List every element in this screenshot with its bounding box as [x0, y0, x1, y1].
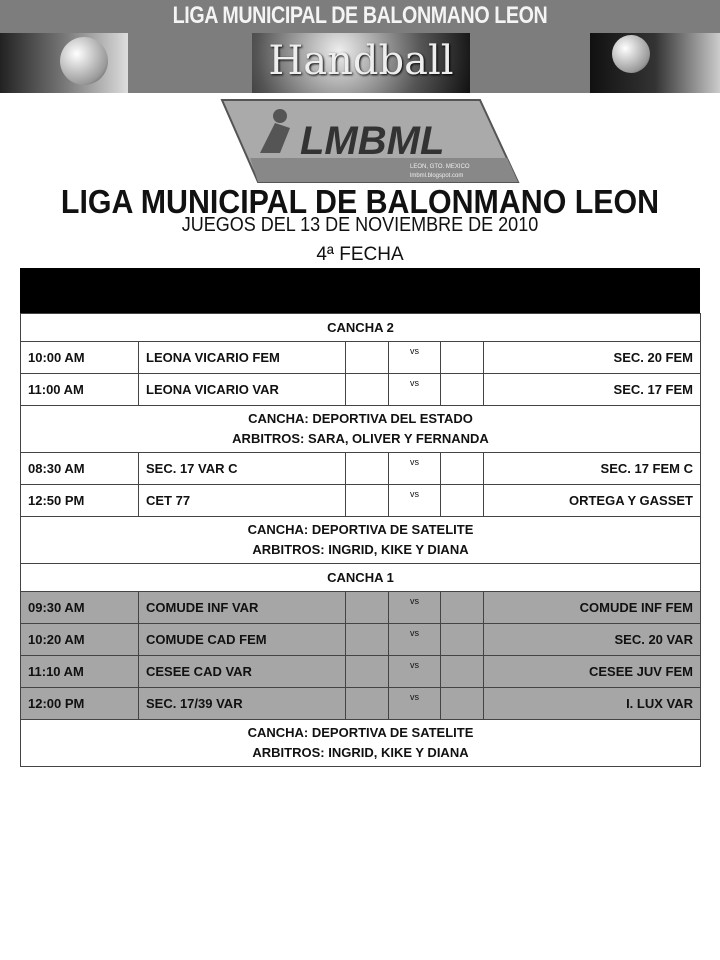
court-heading-row [21, 564, 701, 592]
goalkeeper-photo [0, 33, 128, 93]
page-title: LIGA MUNICIPAL DE BALONMANO LEON [60, 183, 660, 220]
match-time: 12:50 PM [21, 485, 139, 517]
vs-label: vs [389, 688, 441, 720]
home-team: COMUDE INF VAR [139, 592, 346, 624]
match-time: 11:10 AM [21, 656, 139, 688]
match-time: 11:00 AM [21, 374, 139, 406]
referees-text: ARBITROS: INGRID, KIKE Y DIANA [252, 542, 469, 557]
home-team: COMUDE CAD FEM [139, 624, 346, 656]
svg-text:lmbml.blogspot.com: lmbml.blogspot.com [410, 173, 464, 179]
vs-label: vs [389, 592, 441, 624]
court-heading: CANCHA 2 [21, 314, 701, 342]
referees-text: ARBITROS: SARA, OLIVER Y FERNANDA [232, 431, 489, 446]
vs-label: vs [389, 656, 441, 688]
home-team: LEONA VICARIO VAR [139, 374, 346, 406]
home-team: CESEE CAD VAR [139, 656, 346, 688]
match-row [21, 656, 701, 688]
home-score [346, 688, 389, 720]
away-score [441, 342, 484, 374]
away-score [441, 374, 484, 406]
away-team: SEC. 17 FEM [484, 374, 701, 406]
match-row [21, 342, 701, 374]
away-team: ORTEGA Y GASSET [484, 485, 701, 517]
vs-label: vs [389, 485, 441, 517]
away-score [441, 453, 484, 485]
away-score [441, 592, 484, 624]
player-photo [590, 33, 720, 93]
table-header-bar [20, 268, 700, 313]
match-row [21, 592, 701, 624]
away-team: SEC. 20 VAR [484, 624, 701, 656]
away-team: SEC. 17 FEM C [484, 453, 701, 485]
svg-text:LEON, GTO. MEXICO: LEON, GTO. MEXICO [410, 164, 470, 170]
away-score [441, 624, 484, 656]
home-score [346, 374, 389, 406]
referees-text: ARBITROS: INGRID, KIKE Y DIANA [252, 745, 469, 760]
away-team: I. LUX VAR [484, 688, 701, 720]
vs-label: vs [389, 453, 441, 485]
round-label: 4ª FECHA [316, 244, 404, 265]
home-team: CET 77 [139, 485, 346, 517]
venue-text: CANCHA: DEPORTIVA DE SATELITE [247, 522, 474, 537]
match-row [21, 485, 701, 517]
schedule-table [20, 313, 701, 767]
away-team: SEC. 20 FEM [484, 342, 701, 374]
court-heading: CANCHA 1 [21, 564, 701, 592]
match-row [21, 624, 701, 656]
match-time: 12:00 PM [21, 688, 139, 720]
home-team: LEONA VICARIO FEM [139, 342, 346, 374]
court-heading-row [21, 314, 701, 342]
lmbml-logo [220, 98, 520, 184]
vs-label: vs [389, 374, 441, 406]
away-score [441, 485, 484, 517]
match-row [21, 453, 701, 485]
home-score [346, 656, 389, 688]
away-team: CESEE JUV FEM [484, 656, 701, 688]
venue-row [21, 406, 701, 453]
venue-text: CANCHA: DEPORTIVA DEL ESTADO [248, 411, 473, 426]
home-score [346, 342, 389, 374]
home-score [346, 453, 389, 485]
match-time: 10:00 AM [21, 342, 139, 374]
banner-title: LIGA MUNICIPAL DE BALONMANO LEON [172, 2, 548, 29]
logo-text: LMBML [300, 119, 445, 163]
match-row [21, 688, 701, 720]
home-team: SEC. 17/39 VAR [139, 688, 346, 720]
away-team: COMUDE INF FEM [484, 592, 701, 624]
match-row [21, 374, 701, 406]
match-time: 09:30 AM [21, 592, 139, 624]
vs-label: vs [389, 342, 441, 374]
venue-row [21, 517, 701, 564]
away-score [441, 656, 484, 688]
home-team: SEC. 17 VAR C [139, 453, 346, 485]
handball-wordmark: Handball [268, 38, 454, 84]
vs-label: vs [389, 624, 441, 656]
match-time: 08:30 AM [21, 453, 139, 485]
away-score [441, 688, 484, 720]
venue-text: CANCHA: DEPORTIVA DE SATELITE [247, 725, 474, 740]
home-score [346, 592, 389, 624]
venue-row [21, 720, 701, 767]
page-subtitle: JUEGOS DEL 13 DE NOVIEMBRE DE 2010 [181, 214, 539, 236]
home-score [346, 485, 389, 517]
match-time: 10:20 AM [21, 624, 139, 656]
home-score [346, 624, 389, 656]
